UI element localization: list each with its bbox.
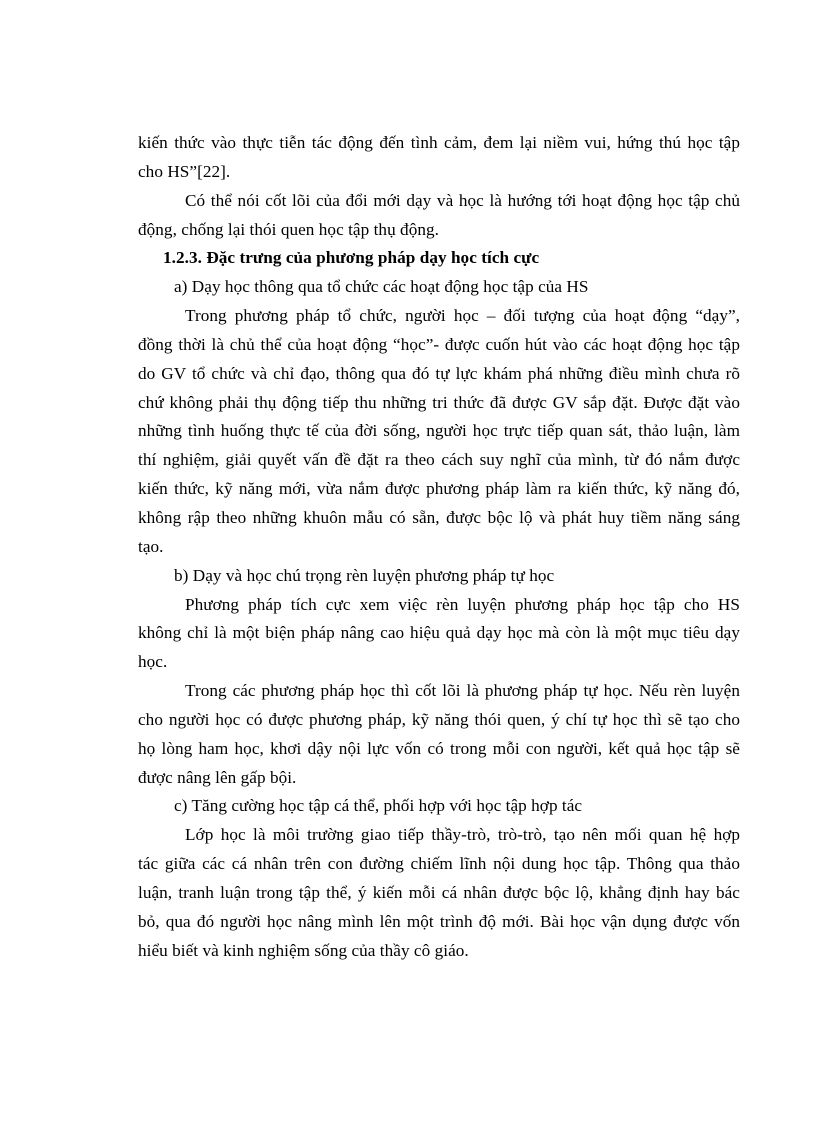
- text-line: không rập theo những khuôn mẫu có sẵn, được bộc lộ và phát huy tiềm năng sáng: [138, 507, 740, 527]
- subheading-a: [138, 273, 740, 302]
- text-line: Trong phương pháp tổ chức, người học – đối tượng của hoạt động “dạy”,: [185, 306, 740, 326]
- section-heading-text: 1.2.3. Đặc trưng của phương pháp dạy học tích cực: [163, 248, 540, 268]
- text-line: cho HS”[22].: [138, 161, 231, 181]
- text-line: bỏ, qua đó người học nâng mình lên một trình độ mới. Bài học vận dụng được vốn: [138, 911, 740, 931]
- text-line: kiến thức, kỹ năng mới, vừa nắm được phương pháp làm ra kiến thức, kỹ năng đó,: [138, 479, 740, 499]
- text-line: không chỉ là một biện pháp nâng cao hiệu quả dạy học mà còn là một mục tiêu dạy: [138, 623, 740, 643]
- text-line: tác giữa các cá nhân trên con đường chiếm lĩnh nội dung học tập. Thông qua thảo: [138, 854, 740, 874]
- document-body: [138, 129, 740, 965]
- text-line: động, chống lại thói quen học tập thụ động.: [138, 219, 439, 239]
- subheading-c: [138, 792, 740, 821]
- paragraph: [138, 302, 740, 562]
- paragraph-continuation: [138, 129, 740, 187]
- text-line: Có thể nói cốt lõi của đổi mới dạy và học là hướng tới hoạt động học tập chủ: [185, 190, 740, 210]
- text-line: hiểu biết và kinh nghiệm sống của thầy cô giáo.: [138, 940, 469, 960]
- paragraph: [138, 187, 740, 245]
- text-line: học.: [138, 652, 168, 672]
- text-line: Phương pháp tích cực xem việc rèn luyện phương pháp học tập cho HS: [185, 594, 740, 614]
- subheading-text: c) Tăng cường học tập cá thể, phối hợp với học tập hợp tác: [174, 796, 583, 816]
- text-line: họ lòng ham học, khơi dậy nội lực vốn có trong mỗi con người, kết quả học tập sẽ: [138, 738, 740, 758]
- paragraph: [138, 591, 740, 678]
- text-line: cho người học có được phương pháp, kỹ năng thói quen, ý chí tự học thì sẽ tạo cho: [138, 709, 740, 729]
- text-line: những tình huống thực tế của đời sống, người học trực tiếp quan sát, thảo luận, làm: [138, 421, 740, 441]
- subheading-text: a) Dạy học thông qua tổ chức các hoạt động học tập của HS: [174, 277, 589, 297]
- paragraph: [138, 677, 740, 792]
- text-line: chứ không phải thụ động tiếp thu những tri thức đã được GV sắp đặt. Được đặt vào: [138, 392, 740, 412]
- text-line: được nâng lên gấp bội.: [138, 767, 297, 787]
- paragraph: [138, 821, 740, 965]
- text-line: kiến thức vào thực tiễn tác động đến tình cảm, đem lại niềm vui, hứng thú học tập: [138, 133, 740, 152]
- text-line: luận, tranh luận trong tập thể, ý kiến mỗi cá nhân được bộc lộ, khẳng định hay bác: [138, 882, 740, 902]
- text-line: đồng thời là chủ thể của hoạt động “học”- được cuốn hút vào các hoạt động học tập: [138, 334, 740, 354]
- text-line: Lớp học là môi trường giao tiếp thầy-trò, trò-trò, tạo nên mối quan hệ hợp: [185, 825, 740, 845]
- text-line: do GV tổ chức và chỉ đạo, thông qua đó tự lực khám phá những điều mình chưa rõ: [138, 363, 740, 383]
- text-line: thí nghiệm, giải quyết vấn đề đặt ra theo cách suy nghĩ của mình, từ đó nắm được: [138, 450, 740, 470]
- subheading-text: b) Dạy và học chú trọng rèn luyện phương pháp tự học: [174, 565, 555, 585]
- text-line: tạo.: [138, 536, 164, 556]
- text-line: Trong các phương pháp học thì cốt lõi là phương pháp tự học. Nếu rèn luyện: [185, 681, 740, 701]
- subheading-b: [138, 562, 740, 591]
- section-heading: [138, 244, 740, 273]
